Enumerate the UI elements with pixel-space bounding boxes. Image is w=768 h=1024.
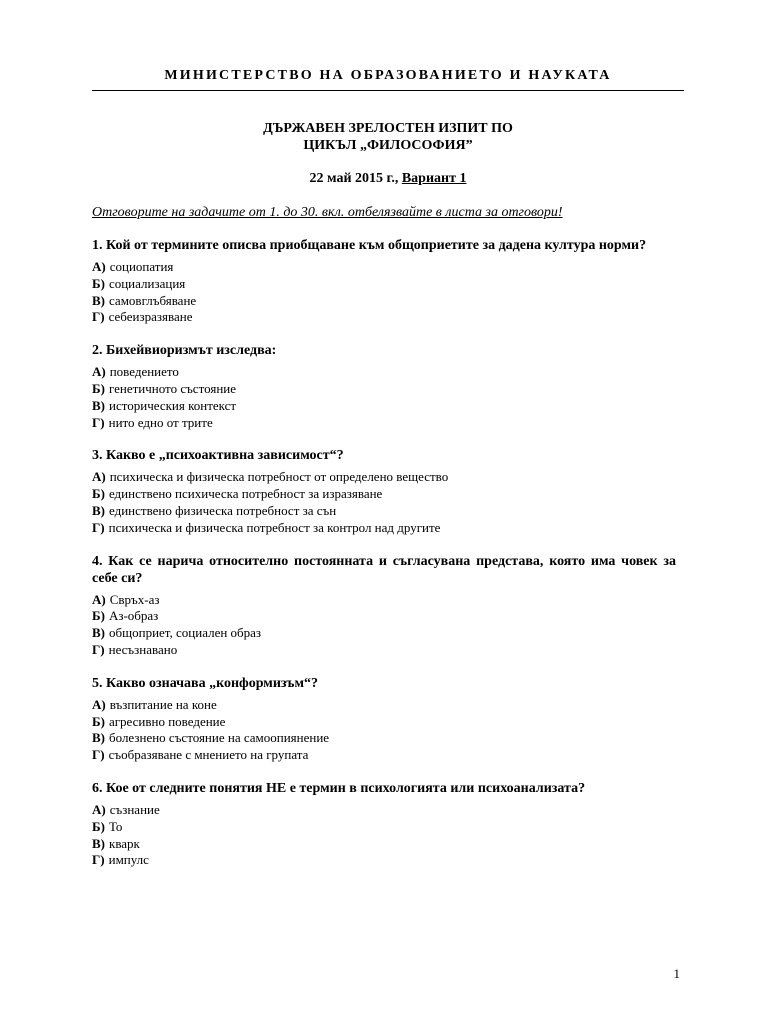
option-text: психическа и физическа потребност за контрол над другите — [108, 519, 441, 535]
answer-option — [92, 486, 676, 503]
question-text: 3. Какво е „психоактивна зависимост“? — [92, 448, 344, 464]
option-letter: А) — [92, 801, 106, 817]
option-letter: Б) — [92, 275, 105, 291]
answer-option — [92, 697, 676, 714]
option-letter: А) — [92, 469, 106, 485]
exam-title-line-2: ЦИКЪЛ „ФИЛОСОФИЯ” — [303, 138, 473, 153]
answer-option — [92, 592, 676, 609]
option-text: психическа и физическа потребност от определено вещество — [109, 469, 449, 485]
option-text: генетичното състояние — [108, 380, 237, 396]
option-letter: Б) — [92, 486, 105, 502]
answer-option — [92, 520, 676, 537]
question-list — [92, 237, 676, 885]
option-text: единствено психическа потребност за изразяване — [108, 486, 383, 502]
answer-option — [92, 398, 676, 415]
answer-option — [92, 364, 676, 381]
answer-option — [92, 415, 676, 432]
exam-date-line — [92, 170, 684, 187]
answer-instruction: Отговорите на задачите от 1. до 30. вкл. отбелязвайте в листа за отговори! — [92, 205, 563, 220]
option-text: социализация — [108, 275, 186, 291]
answer-option — [92, 381, 676, 398]
answer-option — [92, 469, 676, 486]
question-block — [92, 675, 676, 764]
option-letter: А) — [92, 591, 106, 607]
option-letter: В) — [92, 502, 105, 518]
option-text: поведението — [109, 364, 179, 380]
option-letter: В) — [92, 397, 105, 413]
option-text: То — [108, 818, 123, 834]
answer-option — [92, 747, 676, 764]
option-text: възпитание на коне — [109, 696, 217, 712]
answer-option — [92, 309, 676, 326]
question-block — [92, 447, 676, 536]
option-text: съобразяване с мнението на групата — [108, 747, 309, 763]
option-letter: В) — [92, 625, 105, 641]
answer-option — [92, 293, 676, 310]
option-text: кварк — [109, 835, 140, 851]
option-letter: А) — [92, 259, 106, 274]
option-text: общоприет, социален образ — [109, 625, 262, 641]
answer-option — [92, 608, 676, 625]
option-letter: В) — [92, 292, 105, 308]
option-text: импулс — [108, 852, 149, 868]
question-text: 5. Какво означава „конформизъм“? — [92, 675, 318, 691]
option-letter: В) — [92, 835, 105, 851]
option-letter: Г) — [92, 519, 105, 535]
option-letter: А) — [92, 364, 106, 380]
exam-title-line-1: ДЪРЖАВЕН ЗРЕЛОСТЕН ИЗПИТ ПО — [263, 121, 513, 136]
heading-divider — [92, 90, 684, 91]
exam-date: 22 май 2015 г., — [309, 171, 402, 186]
answer-option — [92, 642, 676, 659]
question-text: 1. Кой от термините описва приобщаване към общоприетите за дадена култура норми? — [92, 238, 647, 253]
question-block — [92, 342, 676, 431]
option-text: самовглъбяване — [109, 292, 197, 308]
answer-option — [92, 802, 676, 819]
answer-option — [92, 852, 676, 869]
option-text: Аз-образ — [108, 608, 159, 624]
option-letter: Б) — [92, 380, 105, 396]
option-text: социопатия — [109, 259, 174, 274]
question-text: 6. Кое от следните понятия НЕ е термин в психологията или психоанализата? — [92, 780, 586, 796]
page-number: 1 — [673, 966, 680, 981]
option-letter: Г) — [92, 414, 105, 430]
option-text: нито едно от трите — [108, 414, 213, 430]
option-letter: Г) — [92, 747, 105, 763]
option-text: съзнание — [109, 801, 160, 817]
answer-option — [92, 625, 676, 642]
answer-option — [92, 503, 676, 520]
option-letter: Б) — [92, 713, 105, 729]
option-text: Свръх-аз — [109, 591, 160, 607]
option-text: себеизразяване — [108, 309, 193, 325]
question-block — [92, 553, 676, 659]
option-letter: А) — [92, 696, 106, 712]
answer-option — [92, 730, 676, 747]
answer-option — [92, 259, 676, 276]
option-letter: Г) — [92, 309, 105, 325]
option-text: агресивно поведение — [108, 713, 226, 729]
exam-variant: Вариант 1 — [401, 171, 467, 186]
answer-option — [92, 836, 676, 853]
question-block — [92, 780, 676, 869]
option-text: болезнено състояние на самоопиянение — [109, 730, 330, 746]
question-text: 4. Как се нарича относително постоянната и съгласувана представа, която има човек за себе си? — [92, 553, 676, 586]
answer-option — [92, 276, 676, 293]
option-letter: Б) — [92, 818, 105, 834]
question-block — [92, 237, 676, 326]
ministry-heading: МИНИСТЕРСТВО НА ОБРАЗОВАНИЕТО И НАУКАТА — [164, 68, 612, 83]
question-text: 2. Бихейвиоризмът изследва: — [92, 343, 277, 359]
option-letter: Б) — [92, 608, 105, 624]
answer-option — [92, 819, 676, 836]
option-letter: Г) — [92, 852, 105, 868]
option-letter: В) — [92, 730, 105, 746]
answer-option — [92, 714, 676, 731]
option-text: несъзнавано — [108, 641, 178, 657]
exam-title — [92, 120, 684, 154]
option-letter: Г) — [92, 641, 105, 657]
option-text: историческия контекст — [109, 397, 237, 413]
option-text: единствено физическа потребност за сън — [109, 502, 337, 518]
